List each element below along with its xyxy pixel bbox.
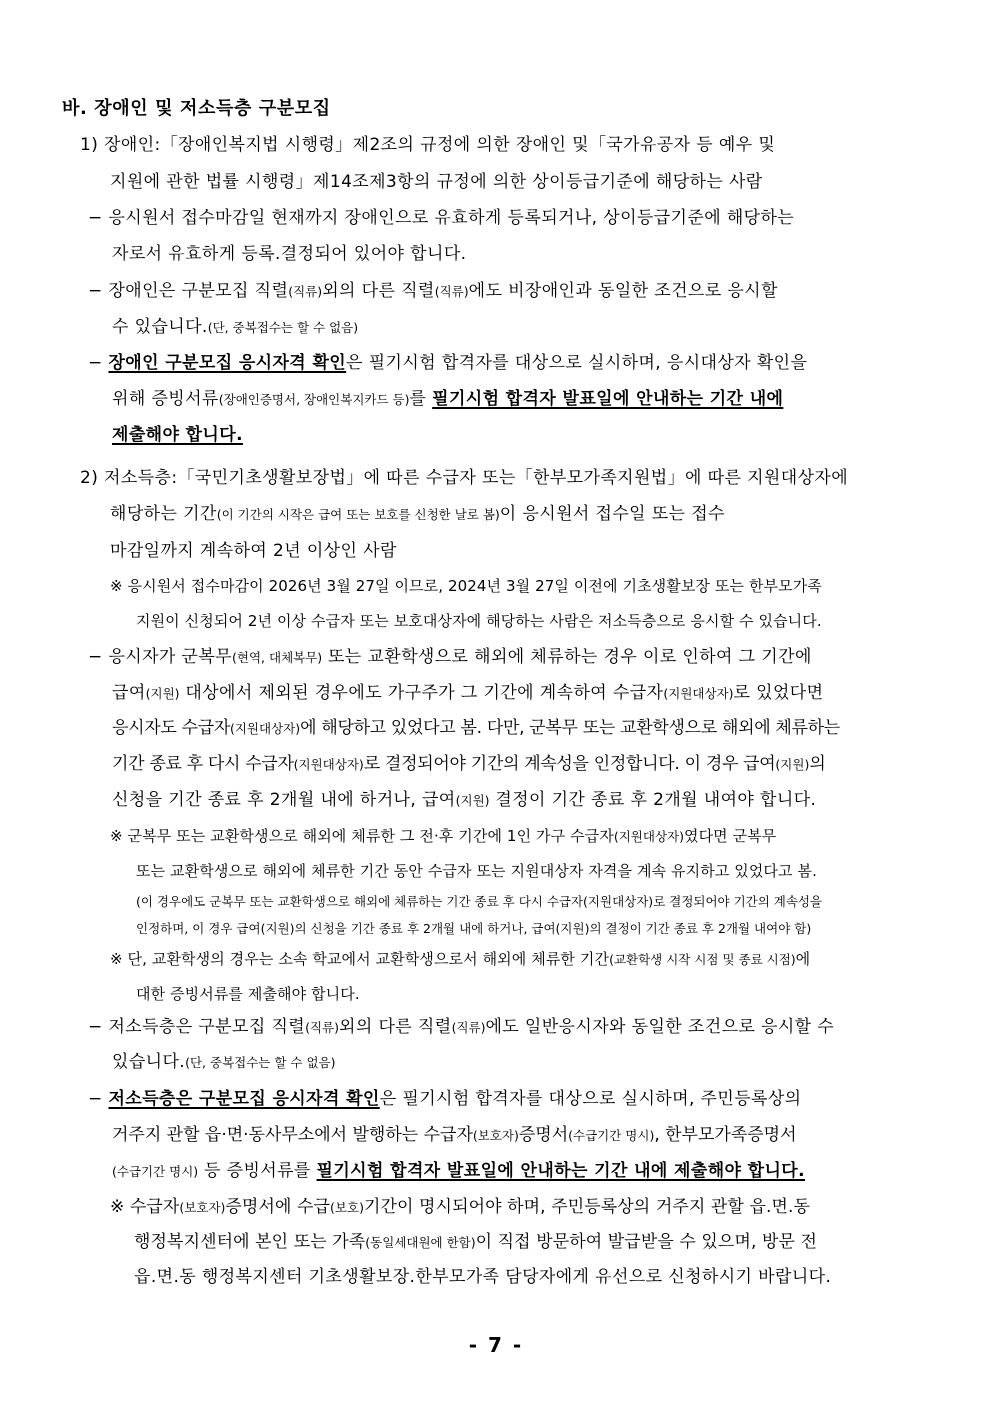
small-text: (보호자) [179, 1200, 226, 1215]
text: 에도 비장애인과 동일한 조건으로 응시할 [468, 281, 778, 301]
text: 기간 종료 후 다시 수급자 [112, 754, 294, 774]
item-2-bullet-3-line-1 [88, 1088, 801, 1110]
small-text: (보호자) [472, 1128, 519, 1143]
underlined-bold-text: 저소득층은 구분모집 응시자격 확인 [108, 1089, 380, 1109]
text: 를 [409, 389, 433, 409]
dash: − [88, 353, 109, 373]
small-text: (지원대상자) [613, 829, 684, 844]
underlined-bold-text: 제출해야 합니다. [112, 425, 243, 445]
item-1-bullet-2-line-2 [112, 316, 358, 339]
small-text: (지원) [775, 757, 810, 772]
text: 이 응시원서 접수일 또는 접수 [499, 504, 725, 524]
note-2-line-3: (이 경우에도 군복무 또는 교환학생으로 해외에 체류하는 기간 종료 후 다시 수급자(지원대상자)로 결정되어야 기간의 계속성을 [136, 894, 823, 909]
text: , 한부모가족증명서 [654, 1125, 797, 1145]
item-1-bullet-3-line-1 [88, 352, 807, 374]
text: 대상에서 제외된 경우에도 가구주가 그 기간에 계속하여 수급자 [179, 683, 664, 703]
item-1-bullet-1-line-1: − 응시원서 접수마감일 현재까지 장애인으로 유효하게 등록되거나, 상이등급기준에 해당하는 [88, 208, 795, 228]
text: 급여 [112, 683, 146, 703]
item-2-bullet-3-line-2 [112, 1124, 797, 1147]
text: 에 해당하고 있었다고 봄. 다만, 군복무 또는 교환학생으로 해외에 체류하는 [300, 718, 840, 738]
text: 은 필기시험 합격자를 대상으로 실시하며, 응시대상자 확인을 [346, 353, 808, 373]
note-4-line-2 [134, 1231, 817, 1254]
note-3-line-1 [110, 948, 810, 971]
item-1-line-1: 1) 장애인:「장애인복지법 시행령」제2조의 규정에 의한 장애인 및「국가유공자 등 예우 및 [80, 135, 776, 155]
text: 에 [795, 950, 811, 968]
text: 외의 다른 직렬 [339, 1017, 452, 1037]
dash: − [88, 1089, 109, 1109]
text: 이 직접 방문하여 발급받을 수 있으며, 방문 전 [475, 1232, 818, 1252]
small-text: (지원대상자) [229, 721, 301, 736]
text: 해당하는 기간 [110, 504, 217, 524]
small-text: (단, 중복접수는 할 수 없음) [207, 320, 359, 335]
text: 거주지 관할 읍·면·동사무소에서 발행하는 수급자 [112, 1125, 473, 1145]
text: − 응시자가 군복무 [88, 647, 233, 667]
small-text: (장애인증명서, 장애인복지카드 등) [218, 392, 410, 407]
text: 있습니다. [112, 1052, 186, 1072]
note-2-line-1 [110, 825, 776, 848]
text: 행정복지센터에 본인 또는 가족 [134, 1232, 366, 1252]
small-text: (직류) [288, 284, 323, 299]
item-2-bullet-2-line-2 [112, 1051, 335, 1074]
underlined-bold-text: 필기시험 합격자 발표일에 안내하는 기간 내에 제출해야 합니다. [316, 1161, 805, 1181]
note-3-line-2: 대한 증빙서류를 제출해야 합니다. [136, 985, 360, 1003]
text: 결정이 기간 종료 후 2개월 내여야 합니다. [489, 790, 817, 810]
item-2-bullet-1-line-2 [112, 682, 823, 705]
small-text: (이 기간의 시작은 급여 또는 보호를 신청한 날로 봄) [216, 507, 500, 522]
text: 응시자도 수급자 [112, 718, 230, 738]
small-text: (수급기간 명시) [112, 1164, 199, 1179]
section-title: 바. 장애인 및 저소득층 구분모집 [62, 98, 331, 119]
text: 였다면 군복무 [683, 827, 777, 845]
text: 외의 다른 직렬 [322, 281, 435, 301]
small-text: (지원대상자) [293, 757, 364, 772]
small-text: (수급기간 명시) [568, 1128, 655, 1143]
underlined-bold-text: 필기시험 합격자 발표일에 안내하는 기간 내에 [432, 389, 784, 409]
text: 신청을 기간 종료 후 2개월 내에 하거나, 급여 [112, 790, 456, 810]
small-text: (현역, 대체복무) [232, 650, 323, 665]
text: 은 필기시험 합격자를 대상으로 실시하며, 주민등록상의 [379, 1089, 802, 1109]
text: ※ 군복무 또는 교환학생으로 해외에 체류한 그 전·후 기간에 1인 가구 수급자 [110, 827, 614, 845]
text: ※ 수급자 [110, 1197, 180, 1217]
item-2-bullet-1-line-1 [88, 646, 812, 669]
small-text: (단, 중복접수는 할 수 없음) [185, 1055, 336, 1070]
underlined-bold-text: 장애인 구분모집 응시자격 확인 [108, 353, 347, 373]
small-text: (지원) [455, 793, 490, 808]
text: 기간이 명시되어야 하며, 주민등록상의 거주지 관할 읍.면.동 [363, 1197, 811, 1217]
text: 의 [809, 754, 826, 774]
note-4-line-3: 읍.면.동 행정복지센터 기초생활보장.한부모가족 담당자에게 유선으로 신청하시기 바랍니다. [134, 1267, 832, 1287]
note-2-line-4: 인정하며, 이 경우 급여(지원)의 신청을 기간 종료 후 2개월 내에 하거나, 급여(지원)의 결정이 기간 종료 후 2개월 내여야 함) [136, 921, 812, 936]
text: 또는 교환학생으로 해외에 체류하는 경우 이로 인하여 그 기간에 [322, 647, 812, 667]
small-text: (보호) [330, 1200, 364, 1215]
item-2-bullet-2-line-1 [88, 1016, 834, 1039]
note-1-line-2: 지원이 신청되어 2년 이상 수급자 또는 보호대상자에 해당하는 사람은 저소득층으로 응시할 수 있습니다. [136, 612, 822, 630]
text: 위해 증빙서류 [112, 389, 219, 409]
item-1-bullet-3-line-3 [112, 424, 243, 446]
text: 로 있었다면 [733, 683, 824, 703]
item-2-bullet-1-line-5 [112, 789, 816, 812]
small-text: (지원) [145, 686, 180, 701]
item-2-bullet-1-line-3 [112, 717, 840, 740]
note-4-line-1 [110, 1196, 810, 1219]
small-text: (직류) [451, 1020, 486, 1035]
item-1-bullet-2-line-1 [88, 280, 778, 303]
text: 증명서 [518, 1125, 569, 1145]
small-text: (직류) [305, 1020, 340, 1035]
text: 등 증빙서류를 [198, 1161, 317, 1181]
page-number: - 7 - [468, 1333, 524, 1357]
item-2-line-2 [110, 503, 725, 526]
small-text: (동일세대원에 한함) [365, 1235, 476, 1250]
small-text: (직류) [434, 284, 469, 299]
item-2-line-3: 마감일까지 계속하여 2년 이상인 사람 [110, 541, 397, 561]
note-2-line-2: 또는 교환학생으로 해외에 체류한 기간 동안 수급자 또는 지원대상자 자격을 계속 유지하고 있었다고 봄. [136, 862, 817, 880]
item-2-bullet-1-line-4 [112, 753, 825, 776]
item-1-bullet-3-line-2 [112, 388, 783, 411]
item-2-line-1: 2) 저소득층:「국민기초생활보장법」에 따른 수급자 또는「한부모가족지원법」에 따른 지원대상자에 [80, 468, 849, 488]
small-text: (지원대상자) [663, 686, 734, 701]
note-1-line-1: ※ 응시원서 접수마감이 2026년 3월 27일 이므로, 2024년 3월 27일 이전에 기초생활보장 또는 한부모가족 [110, 577, 822, 595]
text: 증명서에 수급 [225, 1197, 331, 1217]
item-1-line-2: 지원에 관한 법률 시행령」제14조제3항의 규정에 의한 상이등급기준에 해당하는 사람 [110, 172, 763, 192]
text: − 저소득층은 구분모집 직렬 [88, 1017, 306, 1037]
text: − 장애인은 구분모집 직렬 [88, 281, 289, 301]
text: ※ 단, 교환학생의 경우는 소속 학교에서 교환학생으로서 해외에 체류한 기간 [110, 950, 610, 968]
item-1-bullet-1-line-2: 자로서 유효하게 등록.결정되어 있어야 합니다. [112, 244, 467, 264]
small-text: (교환학생 시작 시점 및 종료 시점) [609, 952, 796, 967]
text: 에도 일반응시자와 동일한 조건으로 응시할 수 [485, 1017, 835, 1037]
text: 수 있습니다. [112, 317, 208, 337]
text: 로 결정되어야 기간의 계속성을 인정합니다. 이 경우 급여 [363, 754, 776, 774]
item-2-bullet-3-line-3 [112, 1160, 805, 1183]
